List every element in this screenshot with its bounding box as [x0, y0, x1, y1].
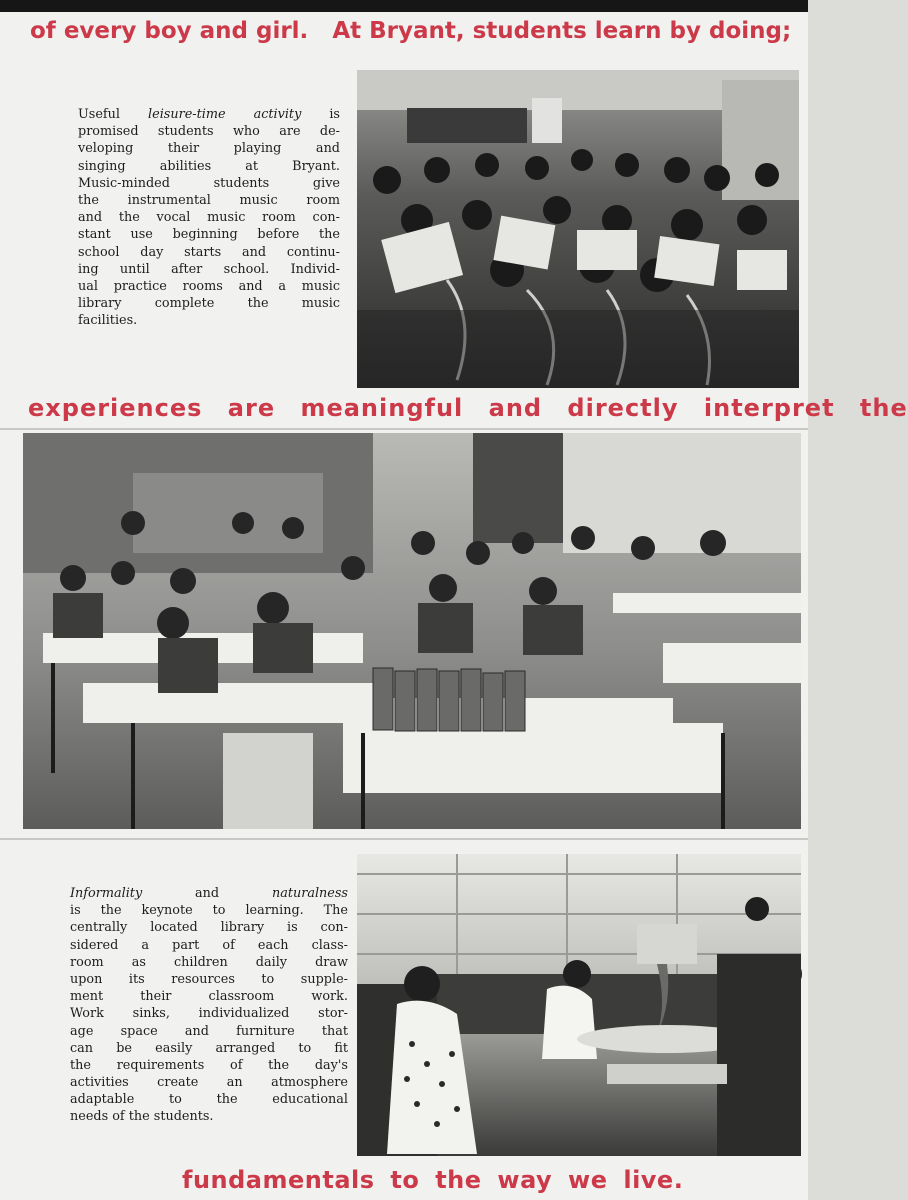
paragraph-line: promised students who are de-: [78, 124, 340, 140]
fold-line: [0, 428, 808, 430]
paragraph-line: sidered a part of each class-: [70, 937, 348, 953]
orchestra-photo: [357, 70, 799, 388]
paragraph-line: centrally located library is con-: [70, 920, 348, 936]
paragraph-line: is the keynote to learning. The: [70, 903, 348, 919]
paragraph-line: adaptable to the educational: [70, 1092, 348, 1108]
paragraph-line: activities create an atmosphere: [70, 1075, 348, 1091]
library-photo: [357, 854, 801, 1156]
paragraph-line: needs of the students.: [70, 1109, 214, 1125]
paragraph-line: room as children daily draw: [70, 954, 348, 970]
paragraph-line: and the vocal music room con-: [78, 210, 340, 226]
emphasis: leisure-time activity: [148, 107, 302, 122]
paragraph-line: school day starts and continu-: [78, 244, 340, 260]
headline-middle: experiences are meaningful and directly interpret the: [28, 394, 908, 422]
paragraph-line: the instrumental music room: [78, 192, 340, 208]
emphasis: naturalness: [271, 886, 348, 901]
paragraph-line: Music-minded students give: [78, 175, 340, 191]
fold-line: [0, 838, 808, 840]
paragraph-line: age space and furniture that: [70, 1023, 348, 1039]
paragraph-line: veloping their playing and: [78, 141, 340, 157]
paragraph-line: singing abilities at Bryant.: [78, 158, 340, 174]
library-paragraph: [70, 885, 348, 1126]
paragraph-line: Work sinks, individualized stor-: [70, 1006, 348, 1022]
paragraph-line: Useful leisure-time activity is: [78, 107, 340, 122]
paragraph-line: library complete the music: [78, 296, 340, 312]
paragraph-line: the requirements of the day's: [70, 1057, 348, 1073]
paragraph-line: stant use beginning before the: [78, 227, 340, 243]
headline-bottom: fundamentals to the way we live.: [182, 1166, 684, 1194]
paragraph-line: can be easily arranged to fit: [70, 1040, 348, 1056]
paragraph-line: upon its resources to supple-: [70, 971, 348, 987]
paragraph-line: ual practice rooms and a music: [78, 278, 340, 294]
paragraph-line: facilities.: [78, 313, 138, 329]
headline-top: of every boy and girl. At Bryant, students learn by doing;: [30, 18, 792, 44]
top-photo-strip: [0, 0, 808, 12]
classroom-photo: [23, 433, 801, 829]
paragraph-line: Informality and naturalness: [70, 886, 348, 901]
paragraph-line: ing until after school. Individ-: [78, 261, 340, 277]
music-paragraph: [78, 106, 340, 329]
emphasis: Informality: [70, 886, 143, 901]
paragraph-line: ment their classroom work.: [70, 989, 348, 1005]
